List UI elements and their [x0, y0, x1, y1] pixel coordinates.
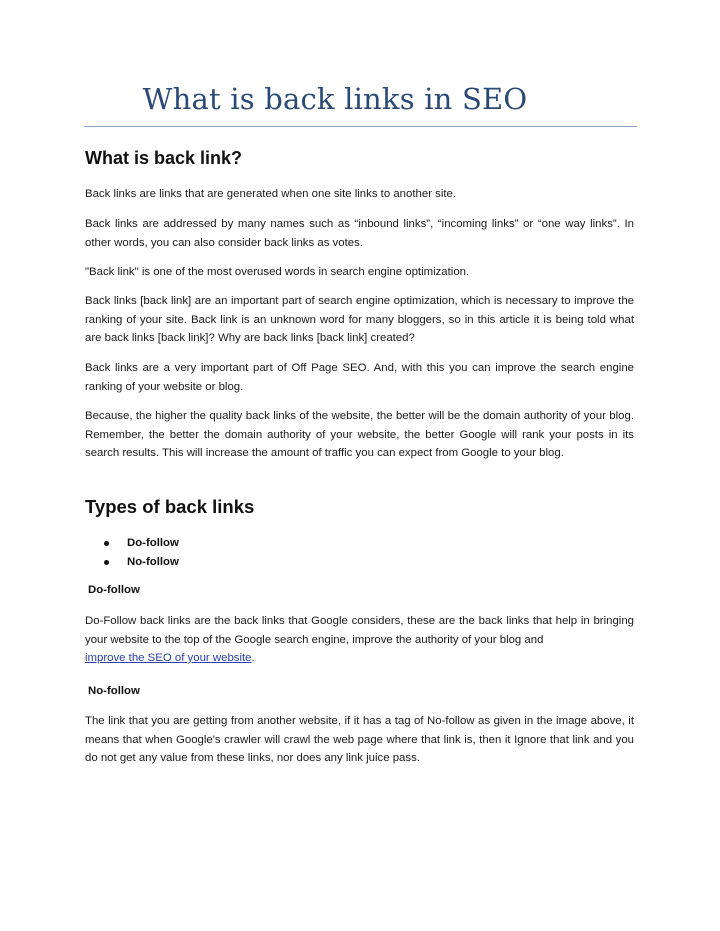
paragraph: Back links are a very important part of Off Page SEO. And, with this you can improve the search engine ranking of your website or blog. [85, 362, 634, 393]
paragraph: Do-Follow back links are the back links that Google considers, these are the back links that help in bringing your website to the top of the Google search engine, improve the authority of your blog and [85, 615, 634, 646]
paragraph: Back links are links that are generated when one site links to another site. [85, 188, 457, 200]
types-list [104, 534, 179, 572]
paragraph: The link that you are getting from another website, if it has a tag of No-follow as given in the image above, it means that when Google's crawler will crawl the web page where that link is, then it Ignore that link and you do not get any value from these links, nor does any link juice pass. [85, 715, 634, 765]
paragraph: Because, the higher the quality back links of the website, the better will be the domain authority of your blog. Remember, the better the domain authority of your website, the better Google will rank your posts in its search results. This will increase the amount of traffic you can expect from Google to your blog. [85, 410, 634, 460]
paragraph: Back links [back link] are an important part of search engine optimization, which is necessary to improve the ranking of your site. Back link is an unknown word for many bloggers, so in this article it is being told what are back links [back link]? Why are back links [back link] created? [85, 295, 634, 345]
seo-link[interactable]: improve the SEO of your website [85, 652, 252, 664]
bullet-icon [104, 560, 109, 565]
title-divider [84, 126, 637, 127]
link-suffix: . [251, 652, 255, 664]
list-item [104, 534, 179, 553]
page-title: What is back links in SEO [142, 82, 528, 116]
subheading-no-follow: No-follow [88, 685, 140, 697]
bullet-icon [104, 541, 109, 546]
link-line [85, 652, 255, 664]
paragraph: "Back link" is one of the most overused words in search engine optimization. [85, 266, 470, 278]
section-heading-what-is-back-link: What is back link? [85, 148, 243, 168]
list-item [104, 553, 179, 572]
section-heading-types-of-back-links: Types of back links [85, 496, 255, 517]
paragraph: Back links are addressed by many names such as “inbound links”, “incoming links” or “one way links”. In other words, you can also consider back links as votes. [85, 218, 634, 249]
list-item-label: No-follow [127, 556, 179, 568]
list-item-label: Do-follow [127, 537, 179, 549]
subheading-do-follow: Do-follow [88, 584, 140, 596]
